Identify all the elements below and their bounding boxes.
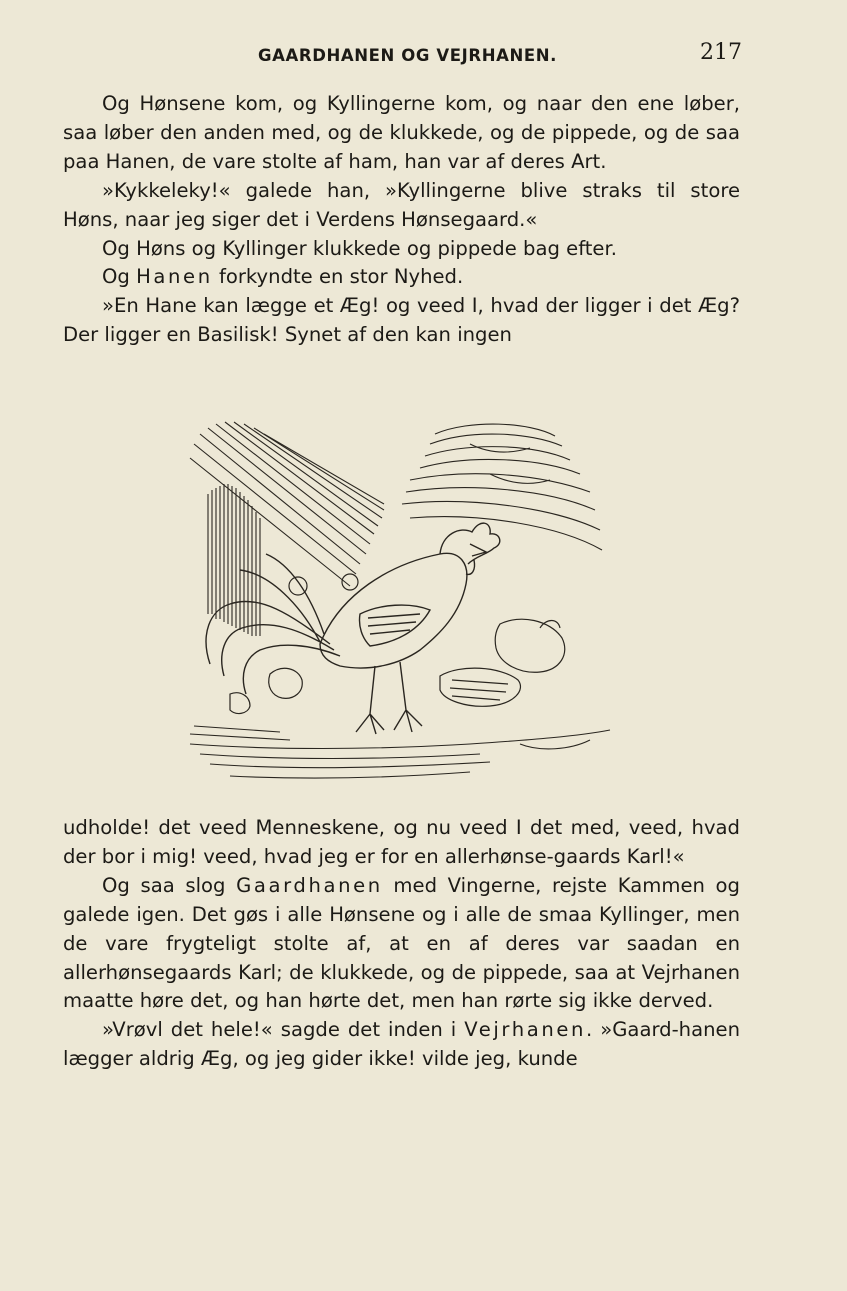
text-run: forkyndte en stor Nyhed. [212,265,464,289]
page-header [0,40,847,76]
hens [230,574,565,713]
ground-hatching [190,726,610,778]
engraving-image [170,414,620,789]
text-run: Og [102,265,137,289]
text-run: Og saa slog [102,873,237,897]
paragraph: Og Høns og Kyllinger klukkede og pippede bag efter. [102,236,617,260]
running-head: GAARDHANEN OG VEJRHANEN. [258,46,558,65]
paragraph [63,872,740,1017]
spaced-word: Vejrhanen [464,1018,587,1042]
paragraph: »Kykkeleky!« galede han, »Kyllingerne blive straks til store Høns, naar jeg siger det i Verdens Hønsegaard.« [63,178,740,231]
paragraph: udholde! det veed Menneskene, og nu veed I det med, veed, hvad der bor i mig! veed, hvad jeg er for en allerhønse-gaards Karl!« [63,816,740,868]
paragraph: »En Hane kan lægge et Æg! og veed I, hvad der ligger i det Æg? Der ligger en Basilisk! Synet af den kan ingen [63,294,740,347]
paragraph: Og Hønsene kom, og Kyllingerne kom, og naar den ene løber, saa løber den anden med, og de klukkede, og de pippede, og de saa paa Hanen, de vare stolte af ham, han var af deres Art. [63,92,740,173]
text-run: . »Gaard-hanen lægger aldrig Æg, og jeg gider ikke! vilde jeg, kunde [63,1018,740,1071]
rooster-illustration [170,414,620,789]
text-run: med Vingerne, rejste Kammen og galede igen. Det gøs i alle Hønsene og i alle de smaa Kyllinger, men de vare frygteligt stolte af, at en af deres var saadan en allerhønsegaards Karl; de klukkede, og de pippede, saa at Vejrhanen maatte høre det, og han hørte det, men han rørte sig ikke derved. [63,873,740,1013]
paragraph [63,263,740,292]
text-block-bottom [63,814,740,1074]
hatching-left [190,422,384,586]
cloud-hatching [402,424,602,550]
spaced-word: Gaardhanen [236,873,383,897]
text-block-top [63,90,740,350]
spaced-word: Hanen [136,265,213,289]
text-run: »Vrøvl det hele!« sagde det inden i [102,1018,465,1042]
page-number: 217 [700,40,742,65]
paragraph [63,1016,740,1074]
